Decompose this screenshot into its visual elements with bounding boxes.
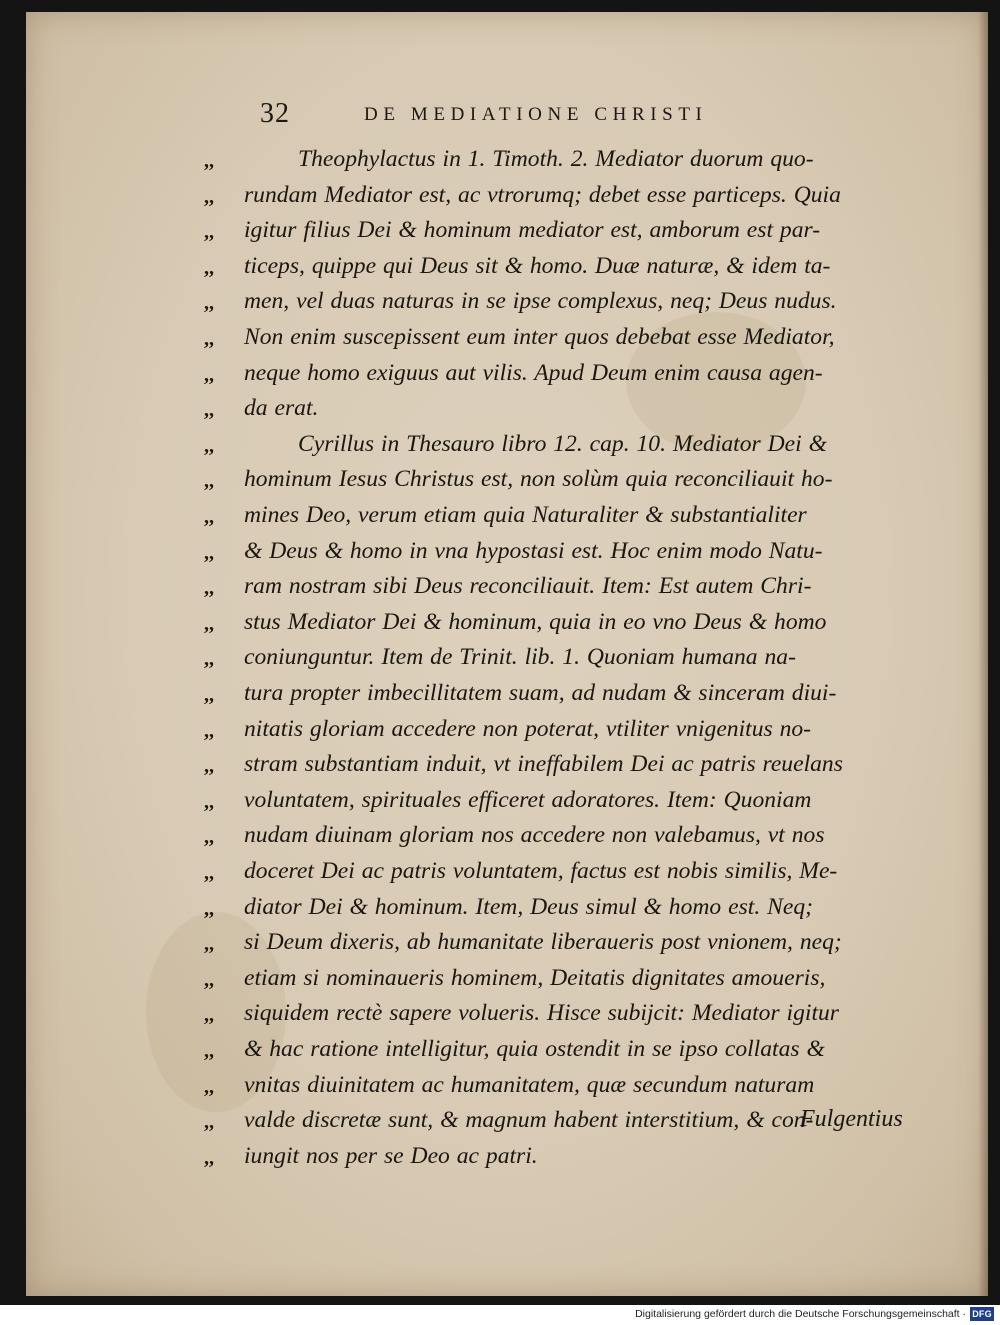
margin-quote-mark: ,, — [204, 1004, 214, 1027]
margin-quote-mark: ,, — [204, 1040, 214, 1062]
text-line: ram nostram sibi Deus reconciliauit. Item: Est autem Chri- — [244, 573, 812, 600]
text-line: hominum Iesus Christus est, non solùm quia reconciliauit ho- — [244, 466, 833, 493]
margin-quote-mark: ,, — [204, 968, 214, 991]
margin-quote-mark: ,, — [204, 862, 214, 884]
text-line: tura propter imbecillitatem suam, ad nudam & sinceram diui- — [244, 680, 837, 706]
margin-quote-mark: ,, — [204, 256, 214, 279]
text-line: nitatis gloriam accedere non poterat, vtiliter vnigenitus no- — [244, 715, 812, 742]
text-line: etiam si nominaueris hominem, Deitatis dignitates amoueris, — [244, 964, 826, 991]
margin-quote-mark: ,, — [204, 933, 214, 956]
text-line: da erat. — [244, 395, 319, 422]
text-line: men, vel duas naturas in se ipse complexus, neq; Deus nudus. — [244, 288, 837, 315]
text-line: igitur filius Dei & hominum mediator est, amborum est par- — [244, 217, 821, 244]
margin-quote-mark: ,, — [204, 221, 214, 244]
margin-quote-mark: ,, — [204, 1111, 214, 1134]
margin-quote-mark: ,, — [204, 150, 214, 172]
text-line: siquidem rectè sapere volueris. Hisce subijcit: Mediator igitur — [244, 1000, 839, 1027]
text-line: rundam Mediator est, ac vtrorumq; debet esse particeps. Quia — [244, 181, 841, 208]
margin-quote-mark: ,, — [204, 719, 214, 742]
text-line: si Deum dixeris, ab humanitate liberaueris post vnionem, neq; — [244, 929, 842, 956]
margin-quote-mark: ,, — [204, 292, 214, 315]
text-line: coniunguntur. Item de Trinit. lib. 1. Quoniam humana na- — [244, 644, 796, 671]
margin-quote-mark: ,, — [204, 612, 214, 635]
margin-quote-mark: ,, — [204, 399, 214, 422]
margin-quote-mark: ,, — [204, 185, 214, 208]
text-line: mines Deo, verum etiam quia Naturaliter & substantialiter — [244, 502, 807, 528]
margin-quote-mark: ,, — [204, 790, 214, 813]
text-line: doceret Dei ac patris voluntatem, factus est nobis similis, Me- — [244, 858, 838, 884]
margin-quote-mark: ,, — [204, 541, 214, 564]
page-number: 32 — [260, 98, 290, 129]
margin-quote-mark: ,, — [204, 826, 214, 849]
margin-quote-mark: ,, — [204, 755, 214, 778]
margin-quote-mark: ,, — [204, 470, 214, 493]
text-line: stram substantiam induit, vt ineffabilem Dei ac patris reuelans — [244, 751, 843, 778]
margin-quote-mark: ,, — [204, 648, 214, 671]
book-page — [26, 12, 988, 1296]
text-line: & Deus & homo in vna hypostasi est. Hoc enim modo Natu- — [244, 537, 823, 564]
text-line: Theophylactus in 1. Timoth. 2. Mediator duorum quo- — [298, 146, 814, 172]
text-line: ticeps, quippe qui Deus sit & homo. Duæ naturæ, & idem ta- — [244, 252, 831, 279]
text-line: neque homo exiguus aut vilis. Apud Deum enim causa agen- — [244, 359, 823, 386]
margin-quote-mark: ,, — [204, 363, 214, 386]
margin-quote-mark: ,, — [204, 506, 214, 528]
text-line: iungit nos per se Deo ac patri. — [244, 1142, 538, 1169]
text-line: valde discretæ sunt, & magnum habent interstitium, & con- — [244, 1107, 814, 1134]
text-line: Cyrillus in Thesauro libro 12. cap. 10. Mediator Dei & — [298, 430, 827, 457]
margin-quote-mark: ,, — [204, 897, 214, 920]
digitization-credit: Digitalisierung gefördert durch die Deutsche Forschungsgemeinschaft · — [635, 1308, 966, 1320]
text-line: stus Mediator Dei & hominum, quia in eo vno Deus & homo — [244, 608, 827, 635]
text-line: nudam diuinam gloriam nos accedere non valebamus, vt nos — [244, 822, 825, 849]
margin-quote-mark: ,, — [204, 684, 214, 706]
text-line: Non enim suscepissent eum inter quos debebat esse Mediator, — [244, 324, 835, 350]
margin-quote-mark: ,, — [204, 434, 214, 457]
text-line: vnitas diuinitatem ac humanitatem, quæ secundum naturam — [244, 1071, 815, 1098]
margin-quote-mark: ,, — [204, 1075, 214, 1098]
text-line: diator Dei & hominum. Item, Deus simul & homo est. Neq; — [244, 893, 813, 920]
margin-quote-mark: ,, — [204, 328, 214, 350]
body-text — [26, 12, 988, 1296]
dfg-logo: DFG — [970, 1307, 994, 1321]
text-line: voluntatem, spirituales efficeret adoratores. Item: Quoniam — [244, 786, 812, 813]
running-head-title: DE MEDIATIONE CHRISTI — [364, 104, 708, 125]
text-line: & hac ratione intelligitur, quia ostendit in se ipso collatas & — [244, 1036, 825, 1062]
catchword: Fulgentius — [800, 1106, 903, 1132]
margin-quote-mark: ,, — [204, 1146, 214, 1169]
margin-quote-mark: ,, — [204, 577, 214, 600]
